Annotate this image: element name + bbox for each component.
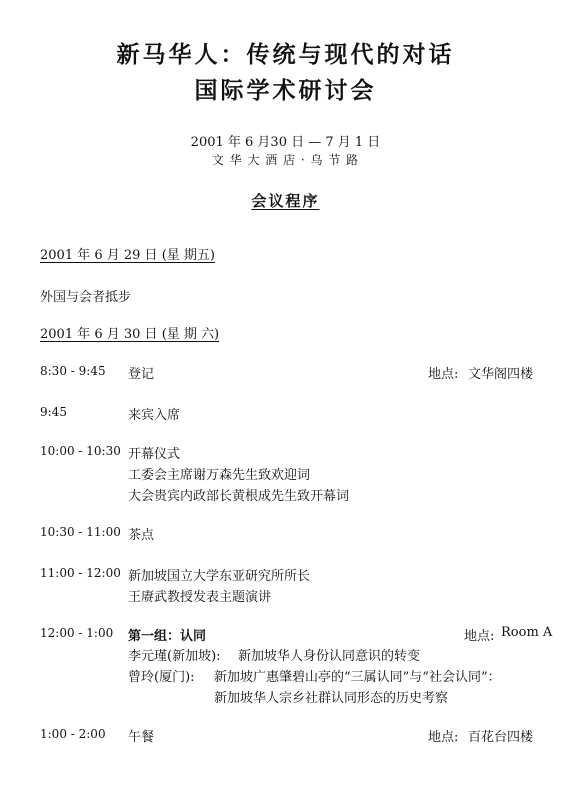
schedule-time: 11:00 - 12:00	[40, 566, 121, 580]
schedule-item: 来宾入席	[128, 408, 181, 423]
paper-title: 新加坡华人身份认同意识的转变	[238, 649, 421, 664]
location-value: Room A	[501, 625, 553, 640]
schedule-item: 大会贵宾内政部长黄根成先生致开幕词	[128, 489, 350, 504]
speaker-name: 曾玲(厦门):	[128, 670, 195, 685]
location-value: 文华阁四楼	[468, 367, 534, 382]
paper-title: 新加坡广惠肇碧山亭的“三属认同”与“社会认同”：	[214, 670, 501, 685]
location-label: 地点:	[428, 730, 459, 745]
day2-heading: 2001 年 6 月 30 日 (星 期 六)	[40, 327, 220, 342]
title-line-1: 新马华人：传统与现代的对话	[116, 41, 455, 68]
schedule-item: 登记	[128, 367, 155, 382]
schedule-item: 王赓武教授发表主题演讲	[128, 590, 272, 605]
schedule-time: 9:45	[40, 405, 67, 419]
schedule-item: 开幕仪式	[128, 447, 181, 462]
schedule-time: 1:00 - 2:00	[40, 727, 106, 741]
conference-dates: 2001 年 6 月30 日 — 7 月 1 日	[190, 135, 381, 150]
schedule-item: 午餐	[128, 730, 155, 745]
title-line-2: 国际学术研讨会	[194, 77, 377, 104]
conference-venue: 文 华 大 酒 店 · 乌 节 路	[211, 153, 360, 167]
speaker-name: 李元瑾(新加坡):	[128, 649, 221, 664]
day1-heading: 2001 年 6 月 29 日 (星 期五)	[40, 248, 215, 263]
location-label: 地点:	[428, 367, 459, 382]
day1-note: 外国与会者抵步	[40, 290, 132, 305]
location-value: 百花台四楼	[468, 730, 534, 745]
location-label: 地点:	[464, 629, 495, 644]
schedule-time: 8:30 - 9:45	[40, 364, 106, 378]
program-heading: 会议程序	[251, 192, 320, 210]
schedule-time: 12:00 - 1:00	[40, 626, 114, 640]
schedule-item: 新加坡国立大学东亚研究所所长	[128, 569, 311, 584]
session-title: 第一组：认同	[128, 629, 207, 644]
schedule-time: 10:00 - 10:30	[40, 444, 121, 458]
schedule-time: 10:30 - 11:00	[40, 525, 121, 539]
paper-title-continued: 新加坡华人宗乡社群认同形态的历史考察	[214, 691, 449, 706]
schedule-item: 茶点	[128, 528, 155, 543]
schedule-item: 工委会主席谢万森先生致欢迎词	[128, 468, 311, 483]
